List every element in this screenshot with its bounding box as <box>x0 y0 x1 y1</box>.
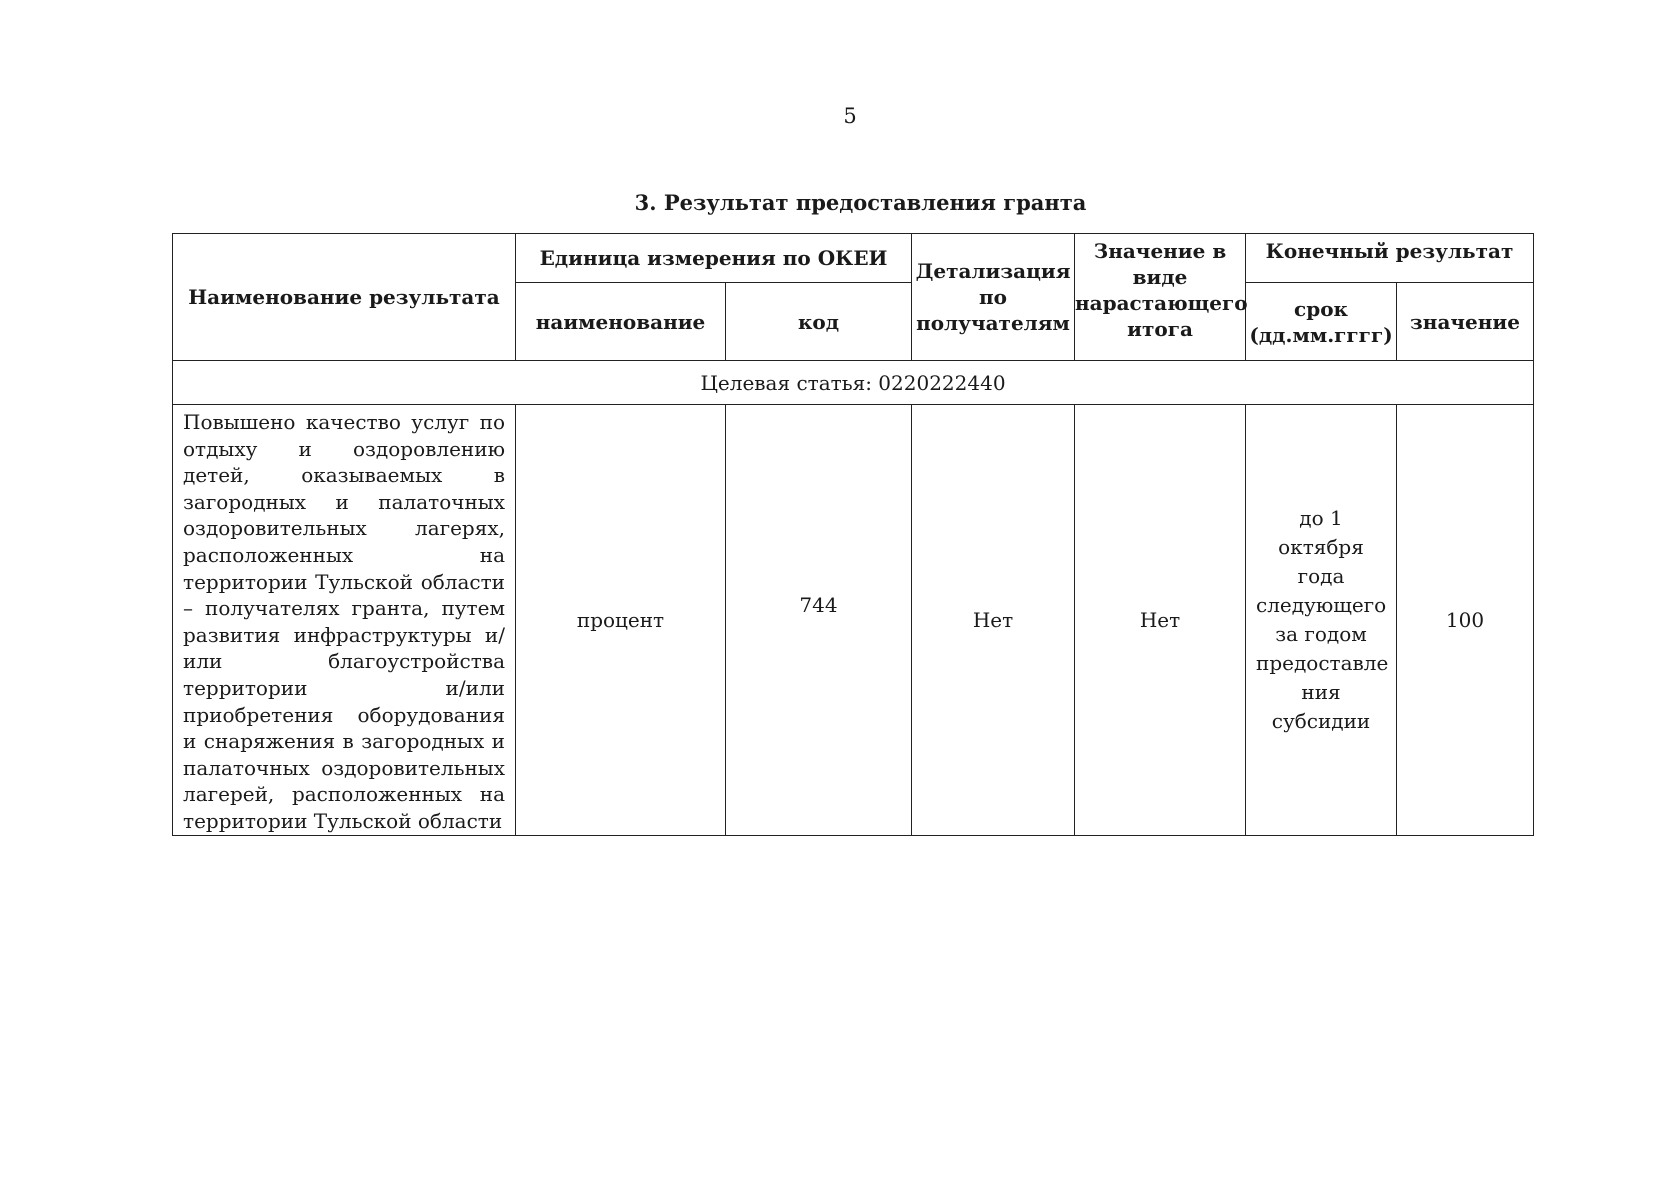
section-title: 3. Результат предоставления гранта <box>634 190 1087 215</box>
cell-unit-code: 744 <box>726 405 912 836</box>
cell-value: 100 <box>1397 405 1534 836</box>
header-unit-okei: Единица измерения по ОКЕИ <box>516 234 912 283</box>
target-article-row <box>173 361 1534 405</box>
header-result-name: Наименование результата <box>173 234 516 361</box>
results-table <box>172 233 1534 836</box>
header-cumulative: Значение в виде нарастающего итога <box>1075 234 1246 361</box>
cell-cumulative: Нет <box>1075 405 1246 836</box>
cell-unit-name: процент <box>516 405 726 836</box>
cell-deadline: до 1 октября года следующего за годом предоставле ния субсидии <box>1246 405 1397 836</box>
header-deadline: срок (дд.мм.гггг) <box>1246 283 1397 361</box>
table-row <box>173 405 1534 836</box>
header-unit-name: наименование <box>516 283 726 361</box>
cell-result-name: Повышено качество услуг по отдыху и оздоровлению детей, оказываемых в загородных и палаточных оздоровительных лагерях, расположенных на территории Тульской области – получателях гранта, путем развития инфраструктуры и/или благоустройства территории и/или приобретения оборудования и снаряжения в загородных и палаточных оздоровительных лагерей, расположенных на территории Тульской области <box>173 405 516 836</box>
header-final-result: Конечный результат <box>1246 234 1534 283</box>
header-unit-code: код <box>726 283 912 361</box>
header-value: значение <box>1397 283 1534 361</box>
page-number: 5 <box>843 104 857 128</box>
header-detail: Детализация по получателям <box>912 234 1075 361</box>
target-article: Целевая статья: 0220222440 <box>173 361 1534 405</box>
header-row-1 <box>173 234 1534 283</box>
cell-detail: Нет <box>912 405 1075 836</box>
